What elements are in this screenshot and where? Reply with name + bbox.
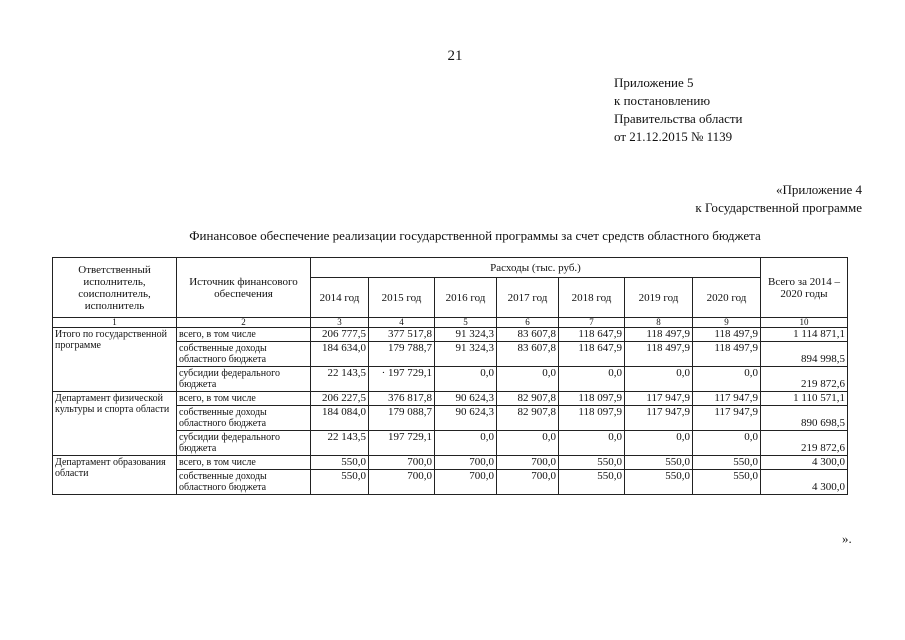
value-cell: 0,0 bbox=[559, 431, 625, 456]
appendix-4-header bbox=[600, 181, 862, 217]
column-number: 10 bbox=[761, 318, 848, 328]
header-executor: Ответственный исполнитель, соисполнитель, исполнитель bbox=[53, 258, 177, 318]
value-cell: 0,0 bbox=[693, 431, 761, 456]
value-cell: 22 143,5 bbox=[311, 367, 369, 392]
source-cell: собственные доходы областного бюджета bbox=[177, 406, 311, 431]
value-cell: 376 817,8 bbox=[369, 392, 435, 406]
total-cell: 894 998,5 bbox=[761, 342, 848, 367]
value-cell: 550,0 bbox=[625, 456, 693, 470]
appendix4-line: «Приложение 4 bbox=[775, 182, 862, 197]
value-cell: 90 624,3 bbox=[435, 406, 497, 431]
value-cell: 83 607,8 bbox=[497, 328, 559, 342]
value-cell: 700,0 bbox=[369, 470, 435, 495]
value-cell: 550,0 bbox=[693, 456, 761, 470]
value-cell: 118 497,9 bbox=[693, 342, 761, 367]
executor-cell: Итого по государственной программе bbox=[53, 328, 177, 392]
value-cell: 118 097,9 bbox=[559, 392, 625, 406]
value-cell: 0,0 bbox=[625, 431, 693, 456]
value-cell: 179 088,7 bbox=[369, 406, 435, 431]
value-cell: 0,0 bbox=[693, 367, 761, 392]
source-cell: собственные доходы областного бюджета bbox=[177, 470, 311, 495]
column-number: 4 bbox=[369, 318, 435, 328]
header-row bbox=[53, 258, 848, 278]
column-number: 1 bbox=[53, 318, 177, 328]
total-cell: 1 110 571,1 bbox=[761, 392, 848, 406]
value-cell: 700,0 bbox=[369, 456, 435, 470]
column-number: 8 bbox=[625, 318, 693, 328]
closing-quote: ». bbox=[842, 531, 852, 546]
value-cell: 118 647,9 bbox=[559, 328, 625, 342]
total-cell: 4 300,0 bbox=[761, 456, 848, 470]
source-cell: субсидии федерального бюджета bbox=[177, 431, 311, 456]
value-cell: 550,0 bbox=[559, 470, 625, 495]
value-cell: 22 143,5 bbox=[311, 431, 369, 456]
table-row bbox=[53, 392, 848, 406]
value-cell: 90 624,3 bbox=[435, 392, 497, 406]
column-number-row bbox=[53, 318, 848, 328]
value-cell: 117 947,9 bbox=[625, 392, 693, 406]
table-row bbox=[53, 456, 848, 470]
executor-cell: Департамент физической культуры и спорта области bbox=[53, 392, 177, 456]
header-year: 2017 год bbox=[497, 278, 559, 318]
appendix-5-header bbox=[614, 74, 743, 146]
value-cell: 206 777,5 bbox=[311, 328, 369, 342]
header-year: 2014 год bbox=[311, 278, 369, 318]
executor-cell: Департамент образования области bbox=[53, 456, 177, 495]
value-cell: 82 907,8 bbox=[497, 392, 559, 406]
appendix-line: Приложение 5 bbox=[614, 75, 694, 90]
total-cell: 4 300,0 bbox=[761, 470, 848, 495]
total-cell: 890 698,5 bbox=[761, 406, 848, 431]
column-number: 5 bbox=[435, 318, 497, 328]
value-cell: 118 647,9 bbox=[559, 342, 625, 367]
source-cell: всего, в том числе bbox=[177, 456, 311, 470]
column-number: 2 bbox=[177, 318, 311, 328]
appendix4-line: к Государственной программе bbox=[695, 200, 862, 215]
value-cell: 700,0 bbox=[435, 470, 497, 495]
page-number: 21 bbox=[447, 48, 463, 64]
value-cell: 184 634,0 bbox=[311, 342, 369, 367]
column-number: 6 bbox=[497, 318, 559, 328]
source-cell: всего, в том числе bbox=[177, 328, 311, 342]
value-cell: · 197 729,1 bbox=[369, 367, 435, 392]
appendix-line: к постановлению bbox=[614, 93, 711, 108]
value-cell: 550,0 bbox=[625, 470, 693, 495]
value-cell: 0,0 bbox=[559, 367, 625, 392]
finance-table bbox=[52, 257, 848, 495]
value-cell: 0,0 bbox=[435, 431, 497, 456]
value-cell: 0,0 bbox=[497, 431, 559, 456]
document-title: Финансовое обеспечение реализации государственной программы за счет средств областного бюджета bbox=[189, 228, 761, 243]
header-year: 2018 год bbox=[559, 278, 625, 318]
value-cell: 117 947,9 bbox=[625, 406, 693, 431]
total-cell: 219 872,6 bbox=[761, 431, 848, 456]
value-cell: 197 729,1 bbox=[369, 431, 435, 456]
value-cell: 377 517,8 bbox=[369, 328, 435, 342]
header-expenses: Расходы (тыс. руб.) bbox=[311, 258, 761, 278]
source-cell: собственные доходы областного бюджета bbox=[177, 342, 311, 367]
value-cell: 206 227,5 bbox=[311, 392, 369, 406]
total-cell: 219 872,6 bbox=[761, 367, 848, 392]
value-cell: 117 947,9 bbox=[693, 406, 761, 431]
value-cell: 700,0 bbox=[435, 456, 497, 470]
value-cell: 179 788,7 bbox=[369, 342, 435, 367]
value-cell: 550,0 bbox=[693, 470, 761, 495]
value-cell: 550,0 bbox=[311, 470, 369, 495]
value-cell: 700,0 bbox=[497, 456, 559, 470]
header-year: 2019 год bbox=[625, 278, 693, 318]
value-cell: 184 084,0 bbox=[311, 406, 369, 431]
header-year: 2020 год bbox=[693, 278, 761, 318]
value-cell: 83 607,8 bbox=[497, 342, 559, 367]
column-number: 7 bbox=[559, 318, 625, 328]
appendix-line: Правительства области bbox=[614, 111, 743, 126]
value-cell: 118 497,9 bbox=[693, 328, 761, 342]
value-cell: 91 324,3 bbox=[435, 342, 497, 367]
value-cell: 550,0 bbox=[311, 456, 369, 470]
value-cell: 118 097,9 bbox=[559, 406, 625, 431]
value-cell: 117 947,9 bbox=[693, 392, 761, 406]
value-cell: 118 497,9 bbox=[625, 328, 693, 342]
header-source: Источник финансового обеспечения bbox=[177, 258, 311, 318]
source-cell: субсидии федерального бюджета bbox=[177, 367, 311, 392]
value-cell: 0,0 bbox=[497, 367, 559, 392]
value-cell: 700,0 bbox=[497, 470, 559, 495]
header-year: 2015 год bbox=[369, 278, 435, 318]
total-cell: 1 114 871,1 bbox=[761, 328, 848, 342]
column-number: 3 bbox=[311, 318, 369, 328]
appendix-line: от 21.12.2015 № 1139 bbox=[614, 129, 733, 144]
value-cell: 82 907,8 bbox=[497, 406, 559, 431]
source-cell: всего, в том числе bbox=[177, 392, 311, 406]
value-cell: 118 497,9 bbox=[625, 342, 693, 367]
column-number: 9 bbox=[693, 318, 761, 328]
header-total: Всего за 2014 – 2020 годы bbox=[761, 258, 848, 318]
value-cell: 550,0 bbox=[559, 456, 625, 470]
table-row bbox=[53, 328, 848, 342]
value-cell: 0,0 bbox=[435, 367, 497, 392]
value-cell: 0,0 bbox=[625, 367, 693, 392]
header-year: 2016 год bbox=[435, 278, 497, 318]
value-cell: 91 324,3 bbox=[435, 328, 497, 342]
